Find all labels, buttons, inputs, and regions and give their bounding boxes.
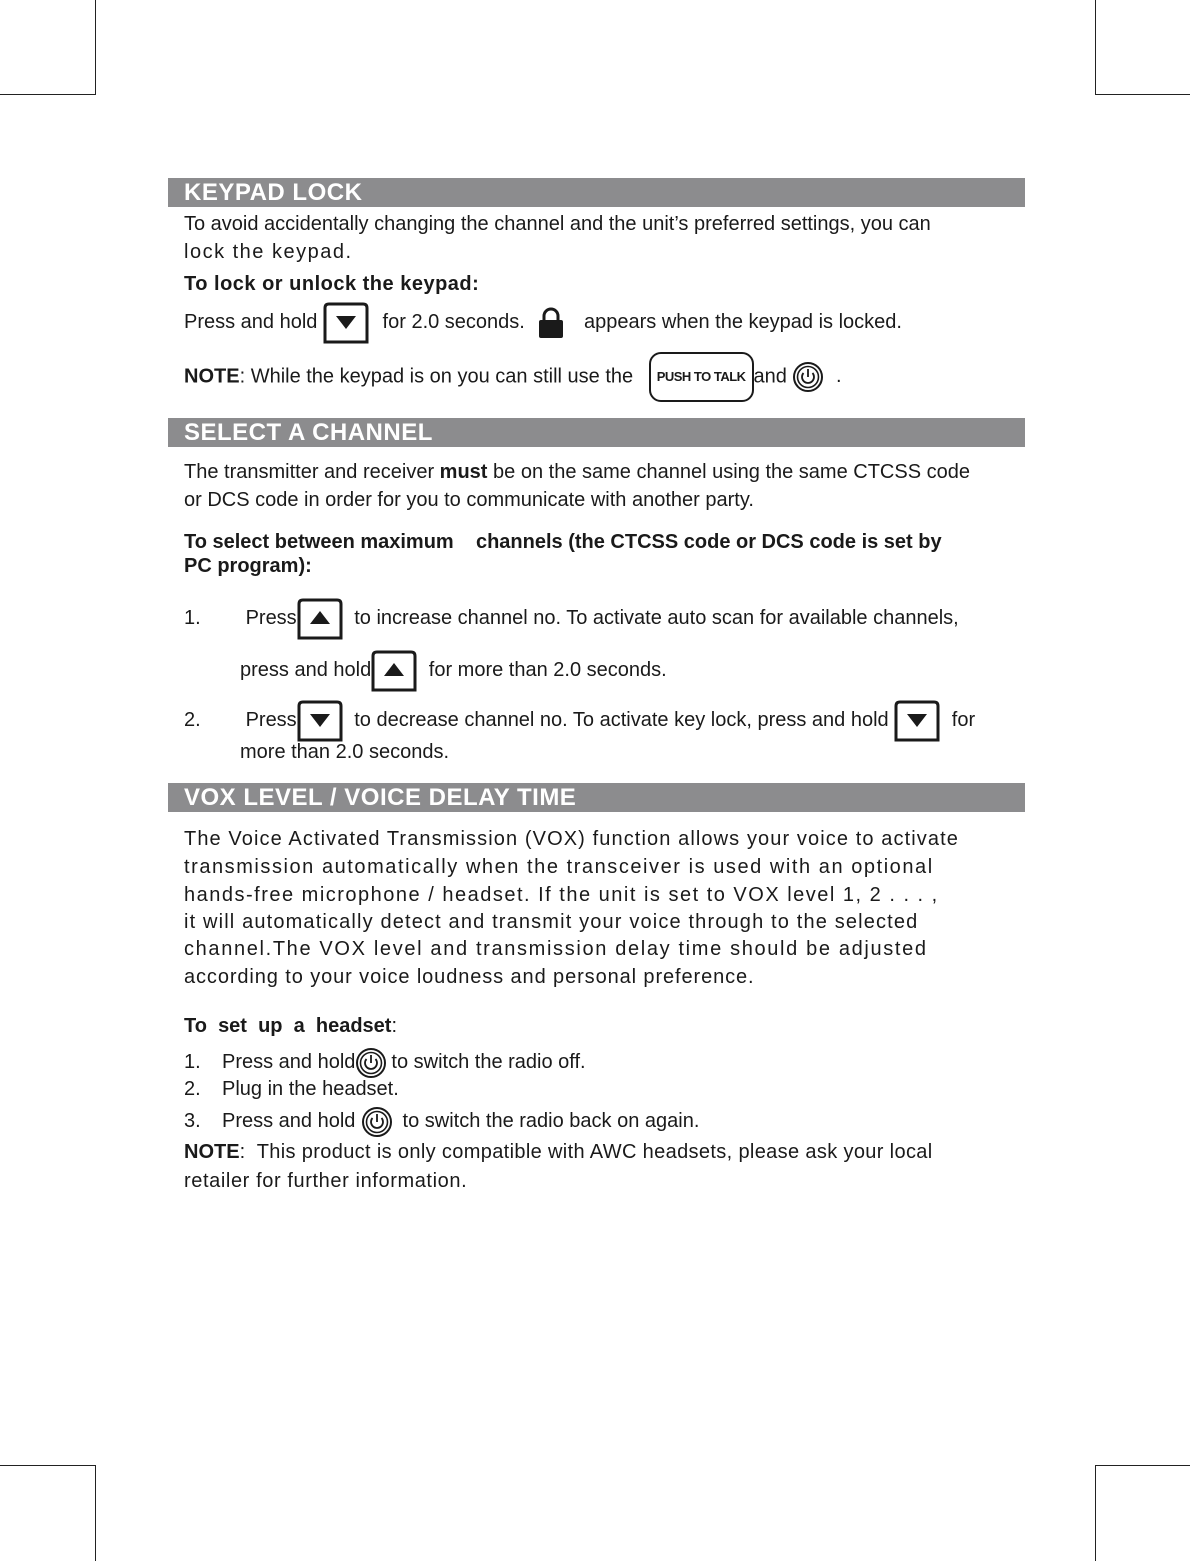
- up-arrow-key-icon: [371, 650, 417, 692]
- step-number: 3.: [184, 1110, 201, 1132]
- lock-icon: [538, 307, 564, 339]
- note-label: NOTE: [184, 1141, 240, 1163]
- vox-line-1: The Voice Activated Transmission (VOX) function allows your voice to activate: [184, 828, 960, 850]
- channel-item-1: [184, 596, 959, 640]
- step-text: to switch the radio off.: [391, 1051, 586, 1073]
- crop-mark: [1095, 94, 1190, 95]
- item-text: for more than 2.0 seconds.: [428, 659, 667, 681]
- keypad-intro-line1: To avoid accidentally changing the channel and the unit’s preferred settings, you can: [184, 213, 931, 235]
- item-press-text: Press: [245, 607, 297, 629]
- vox-line-5: channel.The VOX level and transmission delay time should be adjusted: [184, 938, 928, 960]
- crop-mark: [1095, 1465, 1096, 1561]
- up-arrow-key-icon: [297, 598, 343, 640]
- power-icon: [355, 1047, 387, 1079]
- item-for-text: for: [951, 709, 976, 731]
- headset-note-line1: [184, 1138, 933, 1166]
- step-text: Plug in the headset.: [222, 1078, 399, 1100]
- step-number: 1.: [184, 1051, 201, 1073]
- press-hold-text: Press and hold: [184, 311, 318, 333]
- crop-mark: [0, 94, 96, 95]
- down-arrow-key-icon: [297, 700, 343, 742]
- headset-note-line2: retailer for further information.: [184, 1170, 468, 1192]
- channel-para-must: must: [439, 461, 488, 483]
- keypad-note: [184, 352, 842, 402]
- headset-subheading: [184, 1012, 397, 1040]
- item-press-text: Press: [245, 709, 297, 731]
- headset-step-3: [184, 1103, 699, 1139]
- channel-item-2: [184, 698, 975, 742]
- keypad-intro-line2: lock the keypad.: [184, 241, 353, 263]
- channel-item-2-line2: more than 2.0 seconds.: [240, 741, 450, 763]
- item-text: to decrease channel no. To activate key lock, press and hold: [354, 709, 889, 731]
- note-colon: :: [239, 365, 246, 388]
- item-text: to increase channel no. To activate auto scan for available channels,: [354, 607, 959, 629]
- push-to-talk-icon: PUSH TO TALK: [649, 352, 754, 402]
- channel-para-text-b: be on the same channel using the same CTCSS code: [493, 461, 970, 483]
- channel-para-text-a: The transmitter and receiver: [184, 461, 435, 483]
- keypad-instruction: [184, 300, 902, 344]
- appears-text: appears when the keypad is locked.: [583, 311, 902, 333]
- note-colon: :: [239, 1141, 246, 1163]
- crop-mark: [1095, 1465, 1190, 1466]
- channel-subheading-line1: To select between maximum channels (the CTCSS code or DCS code is set by: [184, 531, 942, 553]
- period-text: .: [836, 365, 842, 388]
- vox-line-6: according to your voice loudness and personal preference.: [184, 966, 755, 988]
- for-seconds-text: for 2.0 seconds.: [382, 311, 525, 333]
- vox-line-3: hands-free microphone / headset. If the unit is set to VOX level 1, 2 . . . ,: [184, 884, 939, 906]
- step-text: Press and hold: [222, 1051, 356, 1073]
- note-label: NOTE: [184, 365, 240, 388]
- step-number: 2.: [184, 1078, 201, 1100]
- crop-mark: [95, 0, 96, 95]
- headset-subheading-colon: :: [391, 1015, 398, 1037]
- channel-para-line1: [184, 458, 970, 486]
- step-text: Press and hold: [222, 1110, 356, 1132]
- vox-line-2: transmission automatically when the transceiver is used with an optional: [184, 856, 934, 878]
- step-text: to switch the radio back on again.: [402, 1110, 700, 1132]
- channel-para-line2: or DCS code in order for you to communicate with another party.: [184, 489, 754, 511]
- section-header-select-channel: SELECT A CHANNEL: [168, 418, 1025, 447]
- keypad-subheading: To lock or unlock the keypad:: [184, 273, 480, 295]
- power-icon: [792, 361, 824, 393]
- headset-step-2: [184, 1075, 399, 1103]
- note-text: This product is only compatible with AWC headsets, please ask your local: [256, 1141, 933, 1163]
- headset-subheading-text: To set up a headset: [184, 1015, 392, 1037]
- note-text: While the keypad is on you can still use the: [250, 365, 634, 388]
- item-number: 2.: [184, 709, 201, 731]
- channel-subheading-line2: PC program):: [184, 555, 312, 577]
- crop-mark: [1095, 0, 1096, 95]
- and-text: and: [753, 365, 787, 388]
- item-text: press and hold: [240, 659, 372, 681]
- section-header-vox: VOX LEVEL / VOICE DELAY TIME: [168, 783, 1025, 812]
- down-arrow-key-icon: [323, 302, 369, 344]
- down-arrow-key-icon: [894, 700, 940, 742]
- vox-line-4: it will automatically detect and transmit your voice through to the selected: [184, 911, 919, 933]
- section-header-keypad-lock: KEYPAD LOCK: [168, 178, 1025, 207]
- channel-item-1-line2: [240, 648, 667, 692]
- power-icon: [361, 1106, 393, 1138]
- item-number: 1.: [184, 607, 201, 629]
- crop-mark: [0, 1465, 96, 1466]
- crop-mark: [95, 1465, 96, 1561]
